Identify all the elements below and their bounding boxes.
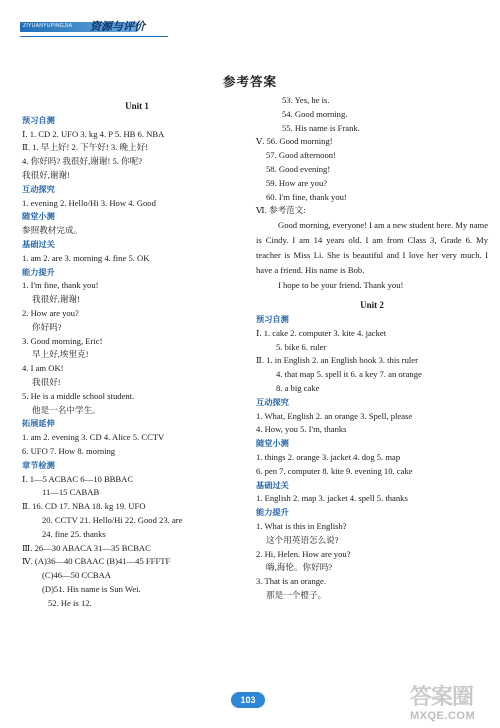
- answer-line: 4. I am OK!: [22, 363, 64, 374]
- answer-line: 4. that map 5. spell it 6. a key 7. an orange: [276, 369, 422, 380]
- answer-line: 2. Hi, Helen. How are you?: [256, 548, 351, 559]
- answer-line: 4. 你好吗? 我很好,谢谢! 5. 你呢?: [22, 156, 143, 167]
- header-main-text: 资源与评价: [90, 20, 145, 33]
- answer-line: Ⅴ. 56. Good morning!: [256, 136, 333, 147]
- section-heading: 基础过关: [22, 238, 55, 249]
- answer-line: 我很好!: [32, 376, 61, 387]
- answer-line: 早上好,埃里克!: [32, 349, 89, 360]
- answer-line: 24. fine 25. thanks: [42, 528, 106, 539]
- page-number: 103: [231, 692, 265, 708]
- answer-line: 52. He is 12.: [48, 597, 92, 608]
- answer-line: Ⅱ. 16. CD 17. NBA 18. kg 19. UFO: [22, 501, 146, 512]
- section-heading: 预习自测: [22, 114, 55, 125]
- answer-line: 53. Yes, he is.: [282, 95, 330, 105]
- answer-line: 参照教材完成。: [22, 225, 83, 236]
- answer-line: 1. What is this in English?: [256, 520, 347, 531]
- answer-line: 1. English 2. map 3. jacket 4. spell 5. thanks: [256, 493, 408, 504]
- answer-line: 我很好,谢谢!: [32, 294, 80, 305]
- unit-heading: Unit 2: [360, 300, 384, 311]
- answer-line: 1. things 2. orange 3. jacket 4. dog 5. map: [256, 451, 401, 462]
- answer-line: Ⅱ. 1. 早上好! 2. 下午好! 3. 晚上好!: [22, 142, 149, 153]
- answer-line: Ⅳ. (A)36—40 CBAAC (B)41—45 FFFTF: [22, 556, 171, 567]
- answer-line: 59. How are you?: [266, 177, 328, 188]
- answer-line: 6. pen 7. computer 8. kite 9. evening 10. cake: [256, 465, 413, 476]
- answer-line: 54. Good morning.: [282, 108, 348, 119]
- answer-line: 3. That is an orange.: [256, 576, 327, 587]
- answer-line: 55. His name is Frank.: [282, 122, 360, 133]
- answer-line: (D)51. His name is Sun Wei.: [42, 583, 141, 594]
- answer-line: Ⅰ. 1. cake 2. computer 3. kite 4. jacket: [256, 327, 387, 338]
- answer-line: 4. How, you 5. I'm, thanks: [256, 424, 347, 435]
- unit-heading: Unit 1: [125, 101, 149, 111]
- answer-line: 5. bike 6. ruler: [276, 341, 327, 352]
- answer-line: 1. am 2. are 3. morning 4. fine 5. OK: [22, 252, 150, 263]
- answer-line: 他是一名中学生。: [32, 404, 101, 415]
- header-rule: [20, 36, 168, 37]
- section-heading: 随堂小测: [22, 211, 55, 222]
- section-heading: 互动探究: [22, 183, 55, 194]
- answer-line: 嗨,海伦。你好吗?: [266, 562, 333, 573]
- page-title: 参考答案: [222, 74, 277, 89]
- section-heading: 能力提升: [256, 507, 289, 518]
- answer-line: Ⅲ. 26—30 ABACA 31—35 BCBAC: [22, 542, 151, 553]
- sample-essay-closing: I hope to be your friend. Thank you!: [278, 280, 404, 291]
- answer-line: 58. Good evening!: [266, 163, 331, 174]
- answer-line: 20. CCTV 21. Hello/Hi 22. Good 23. are: [42, 514, 183, 525]
- section-heading: 章节检测: [22, 459, 55, 470]
- answer-line: 1. am 2. evening 3. CD 4. Alice 5. CCTV: [22, 432, 165, 443]
- answer-line: 这个用英语怎么说?: [266, 534, 339, 545]
- watermark-bottom: MXQE.COM: [410, 710, 476, 722]
- answer-line: (C)46—50 CCBAA: [42, 570, 111, 581]
- section-heading: 互动探究: [256, 396, 289, 407]
- answer-line: 1. evening 2. Hello/Hi 3. How 4. Good: [22, 197, 156, 208]
- answer-line: Ⅱ. 1. in English 2. an English book 3. this ruler: [256, 355, 418, 366]
- answer-line: 57. Good afternoon!: [266, 150, 336, 161]
- left-column: [22, 100, 252, 610]
- answer-line: 3. Good morning, Eric!: [22, 335, 103, 346]
- answer-line: 8. a big cake: [276, 382, 320, 393]
- header-small-text: ZIYUANYUPINGJIA: [23, 23, 73, 29]
- section-heading: 预习自测: [256, 313, 289, 324]
- answer-line: 2. How are you?: [22, 307, 79, 318]
- watermark-top: 答案圈: [410, 685, 474, 710]
- sample-essay: Good morning, everyone! I am a new student here. My name is Cindy. I am 14 years old. I am from Class 3, Grade 6. My teacher is Miss Li. She is beautiful and I love her very much. I have a friend. His name is Bob.: [256, 220, 489, 276]
- answer-line: 那是一个橙子。: [266, 589, 327, 600]
- answer-line: 1. What, English 2. an orange 3. Spell, please: [256, 410, 413, 421]
- section-heading: 随堂小测: [256, 438, 289, 449]
- answer-line: 我很好,谢谢!: [22, 169, 70, 180]
- section-heading: 基础过关: [256, 479, 289, 490]
- answer-line: 60. I'm fine, thank you!: [266, 191, 347, 202]
- watermark-logo: [410, 686, 496, 724]
- answer-line: 5. He is a middle school student.: [22, 390, 135, 401]
- answer-line: Ⅰ. 1—5 ACBAC 6—10 BBBAC: [22, 473, 134, 484]
- header-logo: [20, 20, 170, 34]
- answer-line: 11—15 CABAB: [42, 487, 100, 498]
- section-heading: 能力提升: [22, 266, 55, 277]
- answer-line: Ⅵ. 参考范文:: [256, 205, 306, 216]
- right-column: [256, 94, 488, 603]
- answer-line: 1. I'm fine, thank you!: [22, 280, 99, 291]
- answer-line: 6. UFO 7. How 8. morning: [22, 445, 116, 456]
- answer-line: Ⅰ. 1. CD 2. UFO 3. kg 4. P 5. HB 6. NBA: [22, 128, 165, 139]
- section-heading: 拓展延伸: [22, 418, 55, 429]
- answer-line: 你好吗?: [32, 321, 62, 332]
